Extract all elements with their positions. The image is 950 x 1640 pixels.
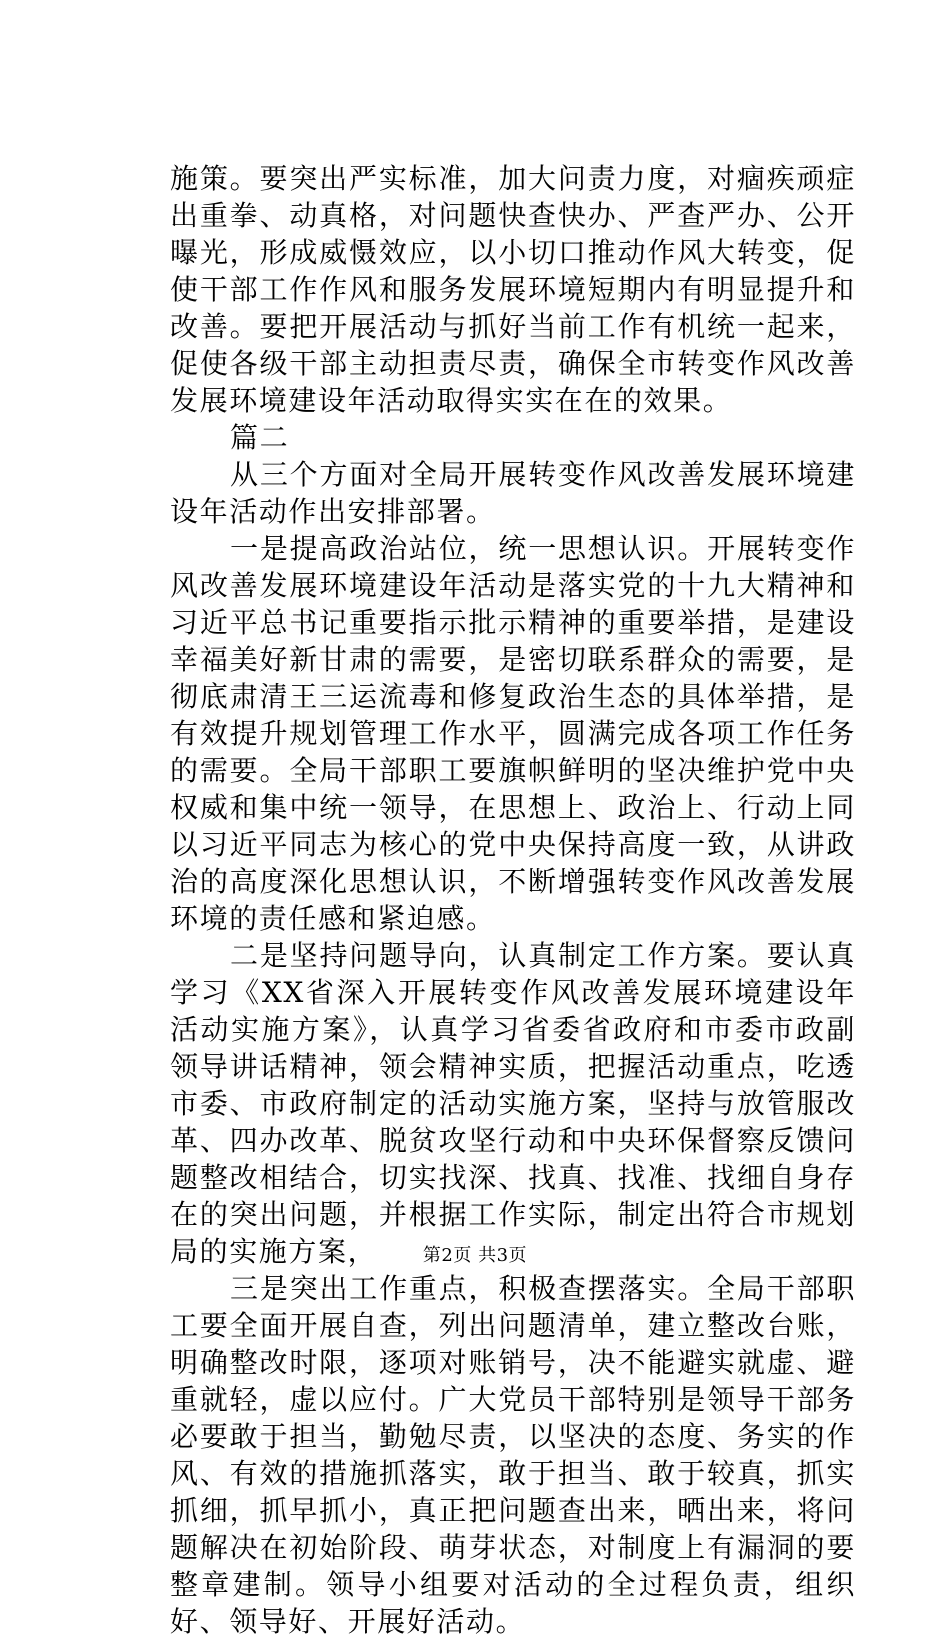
section-heading: 篇二 <box>230 421 290 454</box>
paragraph-continuation: 施策。要突出严实标准，加大问责力度，对痼疾顽症出重拳、动真格，对问题快查快办、严查严办、公开曝光，形成威慑效应，以小切口推动作风大转变，促使干部工作作风和服务发展环境短期内有明显提升和改善。要把开展活动与抓好当前工作有机统一起来，促使各级干部主动担责尽责，确保全市转变作风改善发展环境建设年活动取得实实在在的效果。 <box>170 162 856 417</box>
paragraph-point-three: 三是突出工作重点，积极查摆落实。全局干部职工要全面开展自查，列出问题清单，建立整改台账，明确整改时限，逐项对账销号，决不能避实就虚、避重就轻，虚以应付。广大党员干部特别是领导干部务必要敢于担当，勤勉尽责，以坚决的态度、务实的作风、有效的措施抓落实，敢于担当、敢于较真，抓实抓细，抓早抓小，真正把问题查出来，晒出来，将问题解决在初始阶段、萌芽状态，对制度上有漏洞的要整章建制。领导小组要对活动的全过程负责，组织好、领导好、开展好活动。 <box>170 1272 856 1638</box>
page-number: 第2页 共3页 <box>422 1245 528 1266</box>
paragraph-intro: 从三个方面对全局开展转变作风改善发展环境建设年活动作出安排部署。 <box>170 458 856 528</box>
document-body <box>170 160 856 1640</box>
paragraph-point-one: 一是提高政治站位，统一思想认识。开展转变作风改善发展环境建设年活动是落实党的十九大精神和习近平总书记重要指示批示精神的重要举措，是建设幸福美好新甘肃的需要，是密切联系群众的需要，是彻底肃清王三运流毒和修复政治生态的具体举措，是有效提升规划管理工作水平，圆满完成各项工作任务的需要。全局干部职工要旗帜鲜明的坚决维护党中央权威和集中统一领导，在思想上、政治上、行动上同以习近平同志为核心的党中央保持高度一致，从讲政治的高度深化思想认识，不断增强转变作风改善发展环境的责任感和紧迫感。 <box>170 532 856 935</box>
paragraph-point-two: 二是坚持问题导向，认真制定工作方案。要认真学习《XX省深入开展转变作风改善发展环境建设年活动实施方案》，认真学习省委省政府和市委市政副领导讲话精神，领会精神实质，把握活动重点，吃透市委、市政府制定的活动实施方案，坚持与放管服改革、四办改革、脱贫攻坚行动和中央环保督察反馈问题整改相结合，切实找深、找真、找准、找细自身存在的突出问题，并根据工作实际，制定出符合市规划局的实施方案， <box>170 939 856 1268</box>
